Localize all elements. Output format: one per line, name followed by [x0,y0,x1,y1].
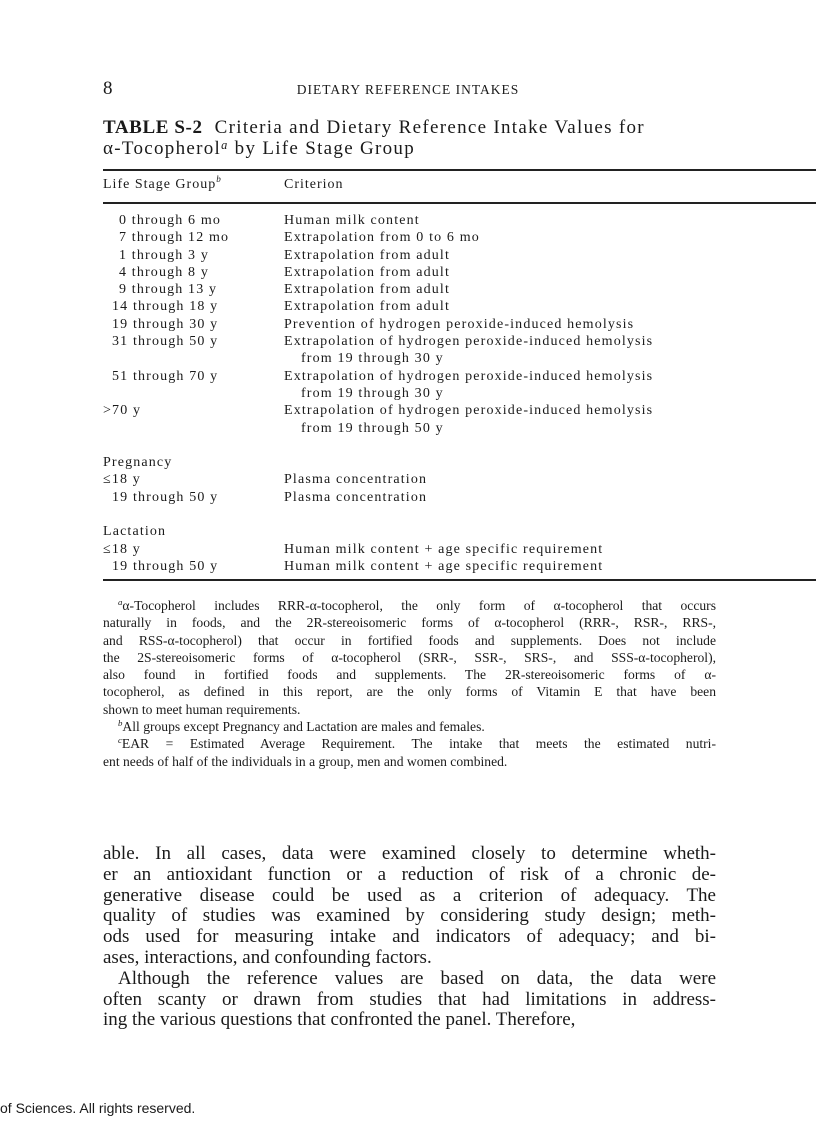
life-stage-group-cell: 7 through 12 mo [119,230,230,246]
footnote-mark: a [118,597,123,607]
table-row [103,420,816,437]
footnote-line [103,735,716,752]
table-row [103,350,816,367]
footnote-text: All groups except Pregnancy and Lactation are males and females. [122,719,485,735]
table-row [103,506,816,523]
title-line-2-rest: by Life Stage Group [228,138,416,159]
table-row [103,281,816,298]
life-stage-group-cell: ≤18 y [103,541,141,557]
life-stage-group-cell [103,420,284,437]
criterion-cell: Extrapolation from adult [284,282,451,298]
life-stage-group-cell [103,506,284,523]
footnote-line [103,649,716,666]
footnote-line [103,614,716,631]
table-row [103,212,816,229]
life-stage-group-cell: ≤18 y [103,472,141,488]
table-bottom-rule [103,579,816,581]
table-row [103,541,816,558]
table-header-rule [103,202,816,204]
table-row [103,471,816,488]
body-line: quality of studies was examined by considering study design; meth- [103,905,716,927]
body-line: ods used for measuring intake and indicators of adequacy; and bi- [103,926,716,948]
life-stage-group-cell: Lactation [103,524,167,540]
footnote-ref: a [221,138,229,152]
footnote-text: shown to meet human requirements. [103,701,301,717]
table-row [103,437,816,454]
criterion-cell: Extrapolation of hydrogen peroxide-induced hemolysis [284,403,654,419]
header-criterion: Criterion [284,177,344,192]
table-label: TABLE S-2 [103,117,203,138]
criterion-cell: Extrapolation from adult [284,264,451,280]
footnote-text: and RSS-α-tocopherol) that occur in fortified foods and supplements. Does not include [103,632,716,648]
header-life-stage-group: Life Stage Group$^b$ [103,174,222,192]
body-line: generative disease could be used as a criterion of adequacy. The [103,884,716,906]
footnote-text: ent needs of half of the individuals in a group, men and women combined. [103,753,508,769]
table-row [103,316,816,333]
footnote-text: the 2S-stereoisomeric forms of α-tocopherol (SRR-, SSR-, SRS-, and SSS-α-tocopherol), [103,649,716,665]
title-line-1: Criteria and Dietary Reference Intake Values for [214,117,645,138]
table-row [103,229,816,246]
footnote-line [103,753,716,770]
criterion-cell: from 19 through 30 y [301,351,444,367]
criterion-cell: from 19 through 50 y [301,420,444,436]
life-stage-group-cell [103,437,284,454]
life-stage-group-cell: 19 through 30 y [112,316,219,332]
footnote-line [103,718,716,735]
running-head: DIETARY REFERENCE INTAKES [296,82,520,97]
life-stage-group-cell [103,350,284,367]
body-line: ing the various questions that confronted the panel. Therefore, [103,1009,576,1031]
life-stage-group-cell: Pregnancy [103,455,173,471]
table-row [103,402,816,419]
criterion-cell: Extrapolation from 0 to 6 mo [284,230,480,246]
footnote-text: EAR = Estimated Average Requirement. The intake that meets the estimated nutri- [121,736,716,752]
table-row [103,368,816,385]
footnote-mark: b [118,718,123,729]
table-title [103,117,645,159]
life-stage-group-cell: 19 through 50 y [112,558,219,574]
criterion-cell: Prevention of hydrogen peroxide-induced hemolysis [284,316,635,332]
table-row [103,385,816,402]
table-row [103,454,816,471]
criterion-cell: Extrapolation of hydrogen peroxide-induced hemolysis [284,334,654,350]
title-line-2: α-Tocopherol [103,138,222,159]
criterion-cell: Human milk content + age specific requirement [284,558,604,574]
criterion-cell: Extrapolation from adult [284,299,451,315]
footnote-text: tocopherol, as defined in this report, are the only forms of Vitamin E that have been [103,684,716,700]
footnote-text: naturally in foods, and the 2R-stereoisomeric forms of α-tocopherol (RRR-, RSR-, RRS-, [103,615,716,631]
table-row [103,489,816,506]
table-body [103,212,816,575]
footnote-line [103,701,716,718]
criterion-cell: from 19 through 30 y [301,385,444,401]
criterion-cell: Human milk content + age specific requirement [284,541,604,557]
page-number: 8 [103,78,113,99]
body-line: often scanty or drawn from studies that had limitations in address- [103,988,716,1010]
life-stage-group-cell: 4 through 8 y [119,264,210,280]
table-row [103,333,816,350]
body-line: ases, interactions, and confounding factors. [103,946,432,968]
footnote-mark: c [118,735,122,746]
table-row [103,247,816,264]
life-stage-group-cell: 9 through 13 y [119,282,218,298]
body-line: Although the reference values are based on data, the data were [118,967,716,989]
criterion-cell: Plasma concentration [284,489,428,505]
footnote-line [103,597,716,614]
life-stage-group-cell: 14 through 18 y [112,299,219,315]
life-stage-group-cell: 1 through 3 y [119,247,210,263]
table-top-rule [103,169,816,171]
footnote-text: also found in fortified foods and supplements. The 2R-stereoisomeric forms of α- [103,667,716,683]
table-row [103,264,816,281]
criterion-cell: Extrapolation from adult [284,247,451,263]
life-stage-group-cell [103,385,284,402]
criterion-cell: Extrapolation of hydrogen peroxide-induced hemolysis [284,368,654,384]
life-stage-group-cell: 31 through 50 y [112,334,219,350]
body-text [103,844,716,1031]
body-line: able. In all cases, data were examined closely to determine wheth- [103,843,716,864]
footnote-line [103,683,716,700]
footnote-line [103,666,716,683]
life-stage-group-cell: >70 y [103,403,142,419]
table-row [103,558,816,575]
life-stage-group-cell: 19 through 50 y [112,489,219,505]
footnote-line [103,632,716,649]
criterion-cell: Plasma concentration [284,472,428,488]
table-row [103,298,816,315]
life-stage-group-cell: 51 through 70 y [112,368,219,384]
copyright-footer: of Sciences. All rights reserved. [0,1100,196,1116]
criterion-cell: Human milk content [284,213,420,228]
table-row [103,523,816,540]
life-stage-group-cell: 0 through 6 mo [119,213,222,228]
body-line: er an antioxidant function or a reduction of risk of a chronic de- [103,863,716,885]
footnotes [103,597,716,770]
footnote-text: α-Tocopherol includes RRR-α-tocopherol, the only form of α-tocopherol that occurs [122,598,716,613]
